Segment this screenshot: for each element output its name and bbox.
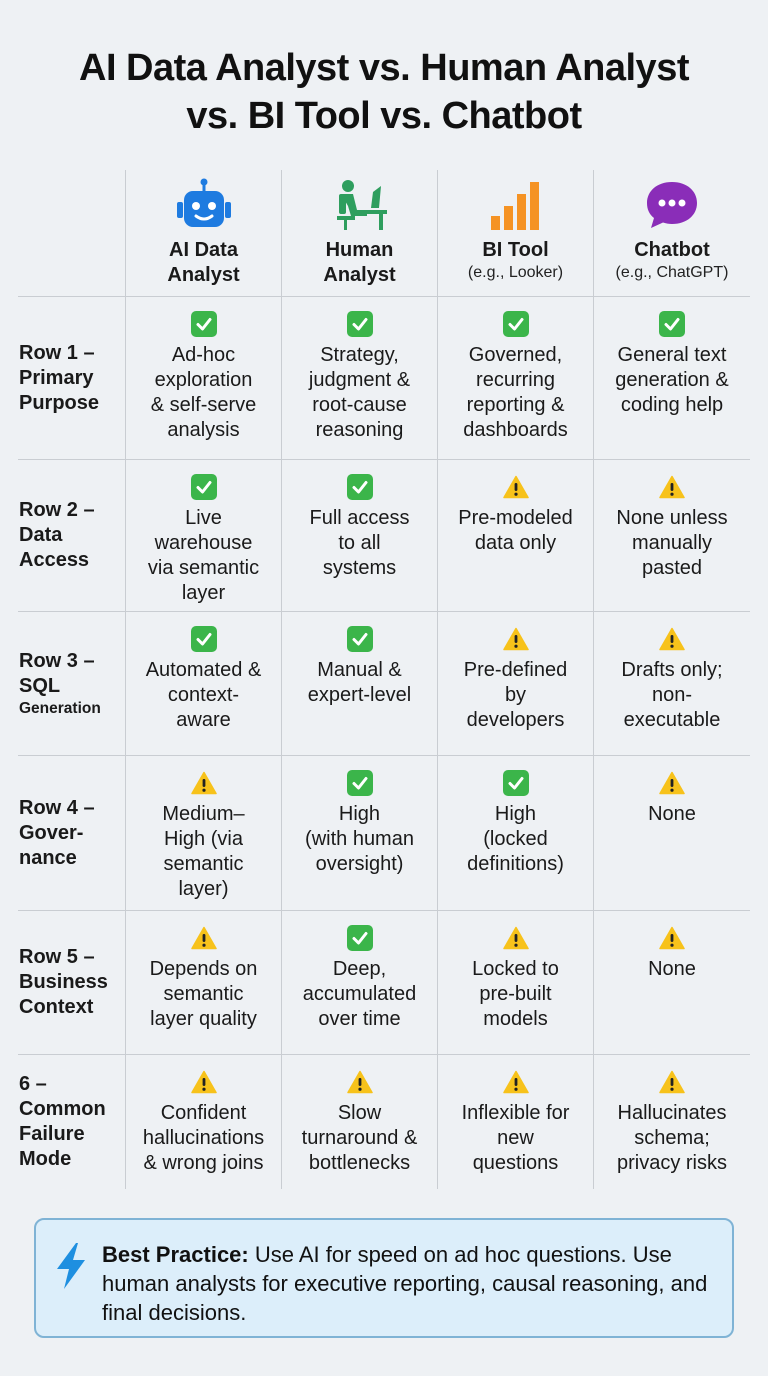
- title-line-2: vs. BI Tool vs. Chatbot: [186, 95, 582, 137]
- table-cell-chatbot: [593, 1055, 750, 1189]
- table-cell-chatbot: [593, 297, 750, 460]
- table-cell-bi-tool: [437, 460, 593, 612]
- cell-text: & wrong joins: [143, 1152, 264, 1174]
- table-cell-chatbot: [593, 911, 750, 1055]
- table-cell-bi-tool: [437, 612, 593, 756]
- cell-text: Depends on: [149, 958, 258, 980]
- column-name: AI Data Analyst: [167, 239, 240, 286]
- warning-icon: [503, 627, 529, 651]
- cell-text: executable: [623, 709, 721, 731]
- cell-text: layer): [178, 878, 229, 900]
- cell-text: Pre-modeled: [458, 507, 573, 529]
- bar-chart-icon: [487, 178, 545, 232]
- cell-text: aware: [176, 709, 231, 731]
- cell-text: Governed,: [468, 344, 563, 366]
- best-practice-callout: [34, 1218, 734, 1338]
- cell-text: judgment &: [308, 369, 411, 391]
- table-cell-human-analyst: [281, 1055, 437, 1189]
- table-cell-human-analyst: [281, 756, 437, 911]
- column-subtitle: (e.g., ChatGPT): [615, 264, 729, 281]
- check-icon: [347, 474, 373, 500]
- cell-text: Confident: [160, 1102, 247, 1124]
- cell-text: Live: [185, 507, 222, 529]
- cell-text: semantic: [163, 983, 244, 1005]
- row-header: Row 3 – SQL Generation: [18, 612, 125, 756]
- cell-text: Inflexible for: [461, 1102, 570, 1124]
- cell-text: via semantic: [147, 557, 260, 579]
- comparison-table: [18, 170, 750, 1189]
- cell-text: data only: [474, 532, 557, 554]
- table-cell-ai-data-analyst: [125, 911, 281, 1055]
- cell-text: non-: [651, 684, 693, 706]
- column-name: Chatbot: [634, 239, 710, 261]
- warning-icon: [503, 926, 529, 950]
- cell-text: schema;: [634, 1127, 710, 1149]
- cell-text: (locked: [483, 828, 548, 850]
- table-cell-bi-tool: [437, 911, 593, 1055]
- cell-text: hallucinations: [142, 1127, 265, 1149]
- cell-text: Manual &: [317, 659, 402, 681]
- table-cell-chatbot: [593, 460, 750, 612]
- column-header-human-analyst: [281, 170, 437, 297]
- table-cell-human-analyst: [281, 297, 437, 460]
- lightning-bolt-icon: [54, 1242, 88, 1290]
- callout-text: Use AI for speed on ad hoc questions. Use human analysts for executive reporting, causal reasoning, and final decisions.: [102, 1242, 708, 1325]
- cell-text: Strategy,: [320, 344, 399, 366]
- row-header: 6 – Common Failure Mode: [19, 1073, 106, 1170]
- check-icon: [503, 311, 529, 337]
- cell-text: oversight): [315, 853, 404, 875]
- cell-text: None: [648, 803, 696, 825]
- table-cell-ai-data-analyst: [125, 612, 281, 756]
- table-cell-bi-tool: [437, 297, 593, 460]
- cell-text: Automated &: [145, 659, 262, 681]
- cell-text: turnaround &: [301, 1127, 418, 1149]
- cell-text: bottlenecks: [308, 1152, 411, 1174]
- check-icon: [347, 925, 373, 951]
- cell-text: layer: [181, 582, 226, 604]
- column-header-bi-tool: [437, 170, 593, 297]
- cell-text: layer quality: [150, 1008, 257, 1030]
- warning-icon: [191, 926, 217, 950]
- title-line-1: AI Data Analyst vs. Human Analyst: [79, 47, 689, 89]
- table-corner: [18, 170, 125, 297]
- warning-icon: [659, 475, 685, 499]
- cell-text: None unless: [616, 507, 728, 529]
- cell-text: over time: [318, 1008, 401, 1030]
- cell-text: Ad-hoc: [171, 344, 236, 366]
- cell-text: context-: [167, 684, 240, 706]
- robot-icon: [175, 178, 233, 232]
- check-icon: [191, 474, 217, 500]
- cell-text: generation &: [615, 369, 729, 391]
- cell-text: developers: [466, 709, 565, 731]
- warning-icon: [347, 1070, 373, 1094]
- check-icon: [347, 770, 373, 796]
- cell-text: by: [504, 684, 527, 706]
- person-at-desk-icon: [331, 178, 389, 232]
- column-header-chatbot: [593, 170, 750, 297]
- cell-text: Slow: [337, 1102, 382, 1124]
- warning-icon: [191, 771, 217, 795]
- cell-text: Pre-defined: [463, 659, 568, 681]
- check-icon: [503, 770, 529, 796]
- cell-text: questions: [472, 1152, 559, 1174]
- cell-text: recurring: [476, 369, 555, 391]
- cell-text: semantic: [163, 853, 244, 875]
- chat-bubble-icon: [643, 178, 701, 232]
- cell-text: exploration: [154, 369, 253, 391]
- warning-icon: [659, 771, 685, 795]
- cell-text: systems: [322, 557, 397, 579]
- cell-text: root-cause: [312, 394, 407, 416]
- cell-text: General text: [617, 344, 727, 366]
- cell-text: (with human: [305, 828, 414, 850]
- column-header-ai-data-analyst: [125, 170, 281, 297]
- row-header: Row 2 – Data Access: [18, 460, 125, 612]
- cell-text: Deep,: [332, 958, 387, 980]
- cell-text: High (via: [164, 828, 243, 850]
- cell-text: to all: [338, 532, 381, 554]
- row-header: Row 4 – Gover- nance: [18, 756, 125, 911]
- table-cell-ai-data-analyst: [125, 460, 281, 612]
- table-cell-chatbot: [593, 756, 750, 911]
- table-cell-human-analyst: [281, 612, 437, 756]
- cell-text: dashboards: [463, 419, 568, 441]
- warning-icon: [503, 475, 529, 499]
- table-cell-bi-tool: [437, 756, 593, 911]
- cell-text: definitions): [467, 853, 564, 875]
- cell-text: Locked to: [472, 958, 559, 980]
- table-cell-human-analyst: [281, 460, 437, 612]
- cell-text: reasoning: [315, 419, 404, 441]
- cell-text: models: [483, 1008, 548, 1030]
- table-cell-chatbot: [593, 612, 750, 756]
- cell-text: Hallucinates: [617, 1102, 727, 1124]
- column-name: BI Tool: [482, 239, 549, 261]
- cell-text: Medium–: [162, 803, 245, 825]
- column-subtitle: (e.g., Looker): [467, 264, 564, 281]
- check-icon: [659, 311, 685, 337]
- cell-text: pasted: [641, 557, 703, 579]
- cell-text: warehouse: [154, 532, 253, 554]
- warning-icon: [659, 926, 685, 950]
- cell-text: privacy risks: [616, 1152, 727, 1174]
- cell-text: pre-built: [479, 983, 552, 1005]
- table-cell-ai-data-analyst: [125, 1055, 281, 1189]
- cell-text: & self-serve: [150, 394, 257, 416]
- warning-icon: [503, 1070, 529, 1094]
- check-icon: [191, 311, 217, 337]
- row-header: Row 1 – Primary Purpose: [18, 297, 125, 460]
- table-cell-ai-data-analyst: [125, 297, 281, 460]
- cell-text: accumulated: [302, 983, 417, 1005]
- table-cell-bi-tool: [437, 1055, 593, 1189]
- cell-text: Full access: [309, 507, 410, 529]
- cell-text: High: [494, 803, 537, 825]
- cell-text: coding help: [620, 394, 724, 416]
- check-icon: [191, 626, 217, 652]
- cell-text: None: [648, 958, 696, 980]
- cell-text: expert-level: [307, 684, 412, 706]
- warning-icon: [191, 1070, 217, 1094]
- callout-bold-label: Best Practice:: [102, 1242, 249, 1267]
- warning-icon: [659, 1070, 685, 1094]
- column-name: Human Analyst: [323, 239, 396, 286]
- cell-text: reporting &: [466, 394, 565, 416]
- check-icon: [347, 311, 373, 337]
- cell-text: High: [338, 803, 381, 825]
- cell-text: new: [497, 1127, 534, 1149]
- cell-text: manually: [631, 532, 713, 554]
- table-cell-human-analyst: [281, 911, 437, 1055]
- warning-icon: [659, 627, 685, 651]
- row-header: Row 5 – Business Context: [18, 911, 125, 1055]
- page-title: [0, 44, 768, 140]
- table-cell-ai-data-analyst: [125, 756, 281, 911]
- check-icon: [347, 626, 373, 652]
- cell-text: Drafts only;: [621, 659, 723, 681]
- cell-text: analysis: [167, 419, 240, 441]
